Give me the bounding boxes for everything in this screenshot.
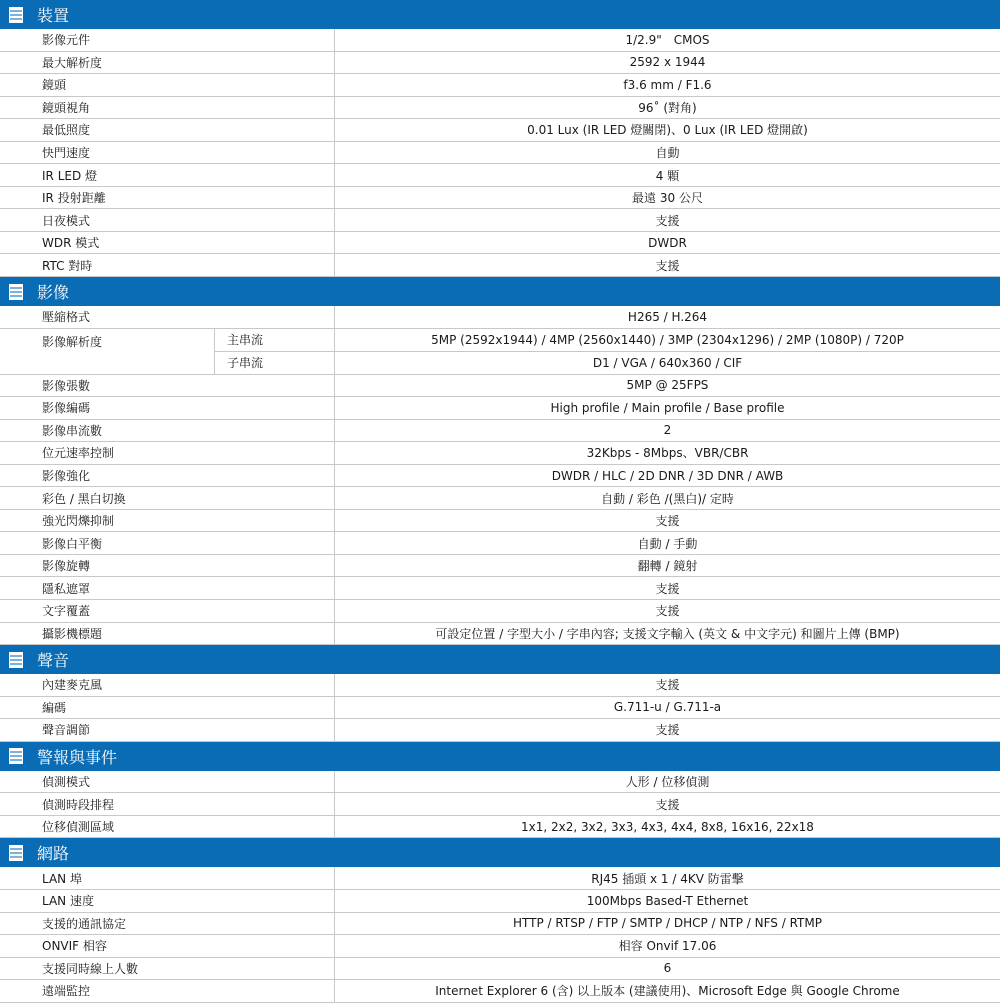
spec-value: 可設定位置 / 字型大小 / 字串內容; 支援文字輸入 (英文 & 中文字元) 和圖片上傳 (BMP) xyxy=(435,626,900,641)
spec-label: 編碼 xyxy=(0,697,335,719)
spec-value: 1/2.9" CMOS xyxy=(625,33,710,48)
spec-row xyxy=(0,697,1000,720)
spec-label: 位移偵測區域 xyxy=(0,816,335,838)
spec-value: D1 / VGA / 640x360 / CIF xyxy=(592,355,743,370)
spec-label: 影像旋轉 xyxy=(0,555,335,577)
spec-value: 支援 xyxy=(655,678,680,693)
spec-label: 最大解析度 xyxy=(0,52,335,74)
spec-value: 32Kbps - 8Mbps、VBR/CBR xyxy=(586,446,749,461)
spec-row xyxy=(0,771,1000,794)
spec-row xyxy=(0,119,1000,142)
section-title: 裝置 xyxy=(37,6,70,25)
spec-label: 鏡頭視角 xyxy=(0,97,335,119)
spec-label: 文字覆蓋 xyxy=(0,600,335,622)
spec-row xyxy=(0,232,1000,255)
spec-row xyxy=(0,600,1000,623)
spec-label: 鏡頭 xyxy=(0,74,335,96)
spec-row xyxy=(0,816,1000,839)
list-icon xyxy=(9,845,23,861)
spec-row xyxy=(0,52,1000,75)
list-icon xyxy=(9,284,23,300)
spec-row xyxy=(0,793,1000,816)
spec-value: 翻轉 / 鏡射 xyxy=(637,559,698,574)
spec-row xyxy=(0,97,1000,120)
spec-row xyxy=(0,867,1000,890)
spec-row xyxy=(0,306,1000,329)
spec-value: 5MP @ 25FPS xyxy=(626,378,709,393)
spec-value: 4 顆 xyxy=(655,168,680,183)
spec-row xyxy=(0,674,1000,697)
spec-row xyxy=(0,890,1000,913)
spec-row xyxy=(0,487,1000,510)
spec-value: f3.6 mm / F1.6 xyxy=(623,77,712,92)
spec-label: 影像編碼 xyxy=(0,397,335,419)
spec-value: 支援 xyxy=(655,258,680,273)
section-title: 影像 xyxy=(37,283,70,303)
section-title: 警報與事件 xyxy=(37,747,118,767)
spec-value: 2592 x 1944 xyxy=(629,55,706,70)
list-icon xyxy=(9,748,23,764)
spec-row xyxy=(0,958,1000,981)
spec-label: 最低照度 xyxy=(0,119,335,141)
spec-value: 支援 xyxy=(655,213,680,228)
spec-label: 強光閃爍抑制 xyxy=(0,510,335,532)
spec-label: ONVIF 相容 xyxy=(0,935,335,957)
spec-value: H265 / H.264 xyxy=(627,309,708,324)
spec-row xyxy=(0,74,1000,97)
spec-value: High profile / Main profile / Base profile xyxy=(550,400,785,415)
spec-label: 影像串流數 xyxy=(0,420,335,442)
spec-label: 影像解析度 xyxy=(0,329,215,374)
spec-value: 自動 / 彩色 /(黑白)/ 定時 xyxy=(601,491,734,506)
list-icon xyxy=(9,652,23,668)
spec-value: 自動 xyxy=(655,146,680,160)
spec-value: 100Mbps Based-T Ethernet xyxy=(586,893,749,908)
spec-label: 日夜模式 xyxy=(0,209,335,231)
spec-label: 支援同時線上人數 xyxy=(0,958,335,980)
spec-value: G.711-u / G.711-a xyxy=(613,700,722,715)
spec-value: 0.01 Lux (IR LED 燈關閉)、0 Lux (IR LED 燈開啟) xyxy=(527,123,808,138)
spec-row xyxy=(0,397,1000,420)
spec-row xyxy=(0,623,1000,646)
spec-value: 96˚ (對角) xyxy=(638,100,697,115)
spec-label: IR 投射距離 xyxy=(0,187,335,209)
spec-row xyxy=(0,442,1000,465)
spec-label: RTC 對時 xyxy=(0,254,335,276)
spec-row xyxy=(0,465,1000,488)
spec-value: 人形 / 位移偵測 xyxy=(625,775,710,790)
spec-label: IR LED 燈 xyxy=(0,164,335,186)
section-header xyxy=(0,277,1000,306)
spec-row xyxy=(0,913,1000,936)
spec-row xyxy=(0,980,1000,1003)
spec-value: RJ45 插頭 x 1 / 4KV 防雷擊 xyxy=(591,871,744,886)
spec-value: Internet Explorer 6 (含) 以上版本 (建議使用)、Microsoft Edge 與 Google Chrome xyxy=(435,984,900,999)
spec-label: 彩色 / 黑白切換 xyxy=(0,487,335,509)
spec-label: 偵測時段排程 xyxy=(0,793,335,815)
spec-row xyxy=(0,555,1000,578)
spec-label: 影像白平衡 xyxy=(0,532,335,554)
spec-row xyxy=(0,29,1000,52)
spec-sublabel: 主串流 xyxy=(215,329,335,351)
spec-label: 偵測模式 xyxy=(0,771,335,793)
spec-value: 支援 xyxy=(655,723,680,738)
spec-label: 影像強化 xyxy=(0,465,335,487)
spec-label: 聲音調節 xyxy=(0,719,335,741)
spec-row xyxy=(0,254,1000,277)
spec-value: 5MP (2592x1944) / 4MP (2560x1440) / 3MP (2304x1296) / 2MP (1080P) / 720P xyxy=(431,332,904,347)
spec-value: 2 xyxy=(663,423,672,438)
spec-value: DWDR / HLC / 2D DNR / 3D DNR / AWB xyxy=(551,468,784,483)
spec-sublabel: 子串流 xyxy=(215,352,335,374)
section-header xyxy=(0,742,1000,771)
spec-row xyxy=(0,142,1000,165)
spec-row xyxy=(0,375,1000,398)
spec-label: 支援的通訊協定 xyxy=(0,913,335,935)
spec-label: LAN 埠 xyxy=(0,867,335,889)
spec-row xyxy=(0,935,1000,958)
spec-row xyxy=(0,187,1000,210)
spec-value: 1x1, 2x2, 3x2, 3x3, 4x3, 4x4, 8x8, 16x16, 22x18 xyxy=(521,819,814,834)
spec-label: 遠端監控 xyxy=(0,980,335,1002)
spec-value: 最遠 30 公尺 xyxy=(632,191,703,206)
section-header xyxy=(0,0,1000,29)
spec-label: WDR 模式 xyxy=(0,232,335,254)
list-icon xyxy=(9,7,23,23)
spec-value: 支援 xyxy=(655,514,680,529)
spec-value: 支援 xyxy=(655,604,680,619)
spec-value: 相容 Onvif 17.06 xyxy=(618,939,717,954)
spec-value: 自動 / 手動 xyxy=(637,536,698,551)
spec-label: 快門速度 xyxy=(0,142,335,164)
spec-label: 位元速率控制 xyxy=(0,442,335,464)
spec-row xyxy=(0,164,1000,187)
spec-label: 影像元件 xyxy=(0,29,335,51)
spec-row xyxy=(0,420,1000,443)
spec-value: 支援 xyxy=(655,581,680,596)
section-title: 網路 xyxy=(37,844,70,864)
spec-row xyxy=(0,510,1000,533)
spec-row xyxy=(0,209,1000,232)
spec-row xyxy=(0,532,1000,555)
spec-label: 影像張數 xyxy=(0,375,335,397)
spec-row xyxy=(0,329,1000,375)
spec-value: 6 xyxy=(663,961,672,976)
section-title: 聲音 xyxy=(37,651,70,671)
spec-value: HTTP / RTSP / FTP / SMTP / DHCP / NTP / NFS / RTMP xyxy=(513,916,822,931)
spec-label: 壓縮格式 xyxy=(0,306,335,328)
spec-row xyxy=(0,577,1000,600)
spec-value: 支援 xyxy=(655,797,680,812)
spec-label: 攝影機標題 xyxy=(0,623,335,645)
spec-label: 內建麥克風 xyxy=(0,674,335,696)
spec-label: LAN 速度 xyxy=(0,890,335,912)
spec-label: 隱私遮罩 xyxy=(0,577,335,599)
section-header xyxy=(0,645,1000,674)
spec-row xyxy=(0,719,1000,742)
spec-value: DWDR xyxy=(648,235,687,250)
section-header xyxy=(0,838,1000,867)
